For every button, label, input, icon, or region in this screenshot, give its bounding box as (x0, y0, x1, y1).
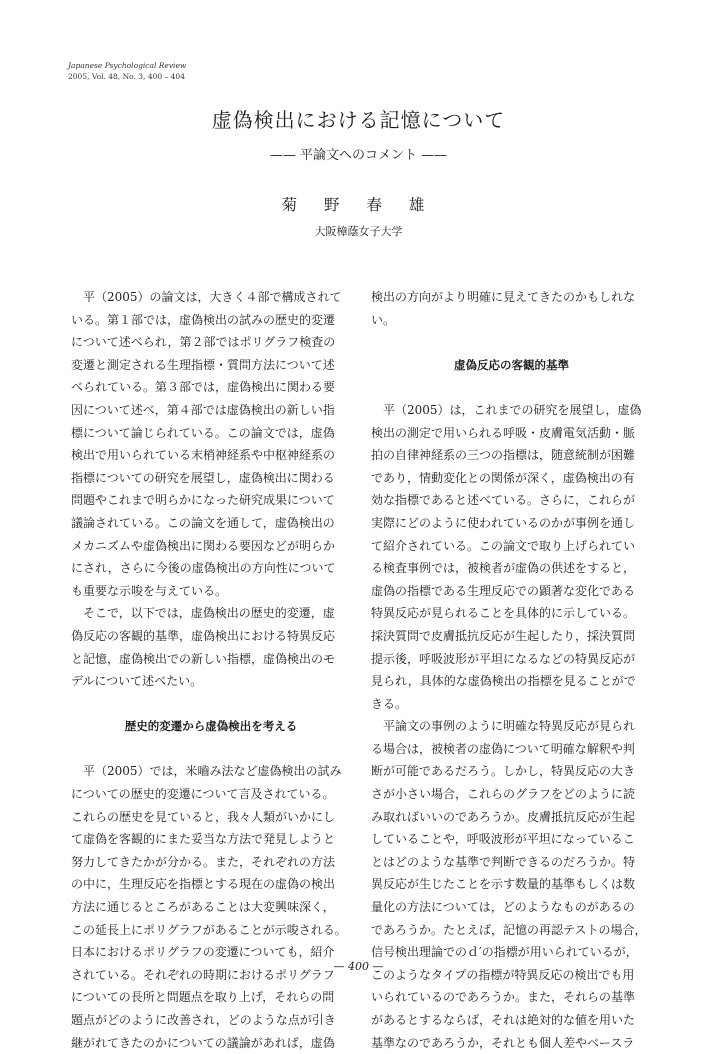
text-line: されている。それぞれの時期におけるポリグラフ (71, 967, 335, 982)
journal-info (68, 60, 186, 82)
text-line: 断が可能であるだろう。しかし，特異反応の大き (371, 764, 636, 779)
text-line: べられている。第３部では，虚偽検出に関わる要 (71, 380, 336, 395)
text-line: 日本におけるポリグラフの変遷についても，紹介 (71, 945, 335, 960)
text-line: い。 (371, 312, 396, 327)
text-line: 題点がどのように改善され，どのような点が引き (71, 1013, 336, 1027)
spacer (371, 376, 652, 399)
text-line: る場合は，被検者の虚偽について明確な解釈や判 (371, 741, 635, 756)
spacer (71, 738, 351, 761)
section-heading-criteria: 虚偽反応の客観的基準 (454, 357, 569, 372)
text-line: 偽反応の客観的基準，虚偽検出における特異反応 (71, 628, 336, 643)
left-paragraph-2 (71, 602, 351, 692)
text-line: きる。 (371, 696, 408, 711)
spacer (71, 693, 351, 716)
text-line: であろうか。たとえば，記憶の再認テストの場合， (371, 922, 647, 937)
text-line: 議論されている。この論文を通して，虚偽検出の (71, 515, 335, 530)
text-line: 検出の測定で用いられる呼吸・皮膚電気活動・脈 (371, 425, 636, 440)
text-line: いる。第１部では，虚偽検出の試みの歴史的変遷 (71, 312, 336, 327)
text-line: とはどのような基準で判断できるのだろうか。特 (371, 854, 636, 869)
text-line: 採決質問で皮膚抵抗反応が生起したり，採決質問 (371, 628, 636, 643)
text-line: の中に，生理反応を指標とする現在の虚偽の検出 (71, 877, 336, 892)
text-line: 信号検出理論でのｄ′の指標が用いられているが， (371, 945, 638, 960)
text-line: についての長所と問題点を取り上げ，それらの問 (71, 990, 335, 1005)
article-subtitle: —— 平論文へのコメント —— (269, 148, 448, 163)
text-line: 平（2005）は，これまでの研究を展望し，虚偽 (383, 402, 642, 417)
right-paragraph-2 (371, 399, 652, 715)
text-line: 継がれてきたのかについての議論があれば，虚偽 (71, 1035, 335, 1050)
text-line: 異反応が生じたことを示す数量的基準もしくは数 (371, 877, 636, 892)
text-line: 因について述べ，第４部では虚偽検出の新しい指 (71, 402, 335, 417)
text-line: この延長上にポリグラフがあることが示唆される。 (71, 922, 347, 937)
journal-volume-pages: 2005, Vol. 48, No. 3, 400 – 404 (68, 72, 185, 81)
text-line: 方法に通じるところがあることは大変興味深く， (71, 900, 335, 915)
page-number: — 400 — (333, 960, 384, 973)
text-line: このようなタイプの指標が特異反応の検出でも用 (371, 967, 635, 982)
text-line: にされ，さらに今後の虚偽検出の方向性について (71, 561, 336, 576)
right-column (371, 286, 652, 1054)
text-line: についての歴史的変遷について言及されている。 (71, 787, 335, 802)
text-line: であり，情動変化との関係が深く，虚偽検出の有 (371, 470, 635, 485)
text-line: 実際にどのように使われているのかが事例を通し (371, 515, 636, 530)
text-line: これらの歴史を見ていると，我々人類がいかにし (71, 809, 336, 824)
text-line: 効な指標であると述べている。さらに，これらが (371, 493, 636, 508)
text-line: み取ればいいのであろうか。皮膚抵抗反応が生起 (371, 809, 636, 824)
right-paragraph-1 (371, 286, 652, 331)
left-paragraph-1 (71, 286, 351, 602)
text-line: 問題やこれまで明らかになった研究成果について (71, 493, 335, 508)
text-line: 基準なのであろうか，それとも個人差やベースラ (371, 1035, 635, 1050)
text-line: 検出の方向がより明確に見えてきたのかもしれな (371, 290, 636, 304)
text-line: デルについて述べたい。 (71, 674, 203, 689)
right-paragraph-3 (371, 715, 652, 1054)
text-line: していることや，呼吸波形が平坦になっているこ (371, 832, 635, 847)
left-column (71, 286, 351, 1054)
text-line: 平（2005）の論文は，大きく４部で構成されて (83, 290, 342, 304)
text-line: も重要な示唆を与えている。 (71, 583, 228, 598)
text-line: る検査事例では，被検者が虚偽の供述をすると， (371, 561, 636, 576)
text-line: 変遷と測定される生理指標・質問方法について述 (71, 357, 335, 372)
text-line: メカニズムや虚偽検出に関わる要因などが明らか (71, 538, 336, 553)
author-affiliation: 大阪樟蔭女子大学 (314, 225, 403, 238)
text-line: 指標についての研究を展望し，虚偽検出に関わる (71, 470, 335, 485)
text-line: 検出で用いられている末梢神経系や中枢神経系の (71, 448, 336, 463)
text-line: て紹介されている。この論文で取り上げられてい (371, 538, 636, 553)
author-name: 菊 野 春 雄 (281, 196, 436, 214)
text-line: 見られ，具体的な虚偽検出の指標を見ることがで (371, 674, 636, 689)
text-line: 平論文の事例のように明確な特異反応が見られ (383, 719, 636, 734)
section-heading-history: 歴史的変遷から虚偽検出を考える (124, 719, 298, 734)
left-paragraph-3 (71, 760, 351, 1054)
text-line: 努力してきたかが分かる。また，それぞれの方法 (71, 854, 336, 869)
article-title: 虚偽検出における記憶について (211, 108, 506, 132)
text-line: 特異反応が見られることを具体的に示している。 (371, 606, 636, 621)
text-line: 拍の自律神経系の三つの指標は，随意統制が困難 (371, 448, 636, 463)
text-line: があるとするならば，それは絶対的な値を用いた (371, 1013, 636, 1027)
text-line: 標について論じられている。この論文では，虚偽 (71, 425, 335, 440)
text-line: いられているのであろうか。また，それらの基準 (371, 990, 636, 1005)
text-line: について述べられ，第２部ではポリグラフ検査の (71, 335, 336, 350)
text-line: 平（2005）では，米嚙み法など虚偽検出の試み (83, 764, 342, 779)
text-line: さが小さい場合，これらのグラフをどのように読 (371, 787, 636, 802)
text-line: 虚偽の指標である生理反応での顕著な変化である (371, 583, 636, 598)
text-line: と記憶，虚偽検出での新しい指標，虚偽検出のモ (71, 651, 336, 666)
journal-name: Japanese Psychological Review (68, 61, 187, 70)
text-line: そこで，以下では，虚偽検出の歴史的変遷，虚 (83, 606, 335, 621)
spacer (371, 331, 652, 354)
text-line: て虚偽を客観的にまた妥当な方法で発見しようと (71, 832, 336, 847)
text-line: 提示後，呼吸波形が平坦になるなどの特異反応が (371, 651, 636, 666)
text-line: 量化の方法については，どのようなものがあるの (371, 900, 635, 915)
